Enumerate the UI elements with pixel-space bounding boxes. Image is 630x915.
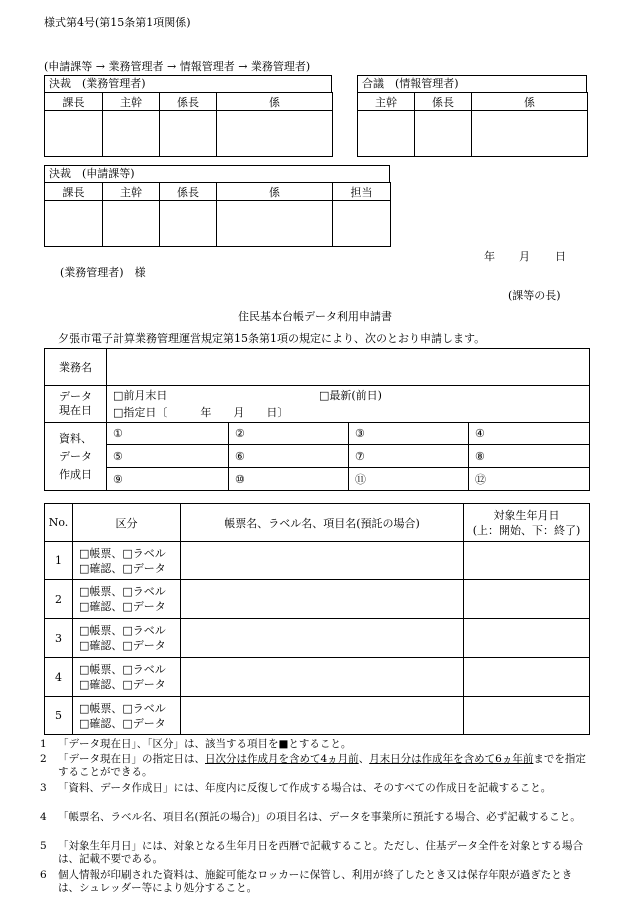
- consult-caption: 合議 (情報管理者): [357, 75, 587, 92]
- note-number: 2: [40, 753, 47, 765]
- data-date-label-2: 現在日: [59, 404, 92, 417]
- note-text: 個人情報が印刷された資料は、施錠可能なロッカーに保管し、利用が終了したとき又は保存年限が過ぎたときは、シュレッダー等により処分すること。: [58, 869, 573, 894]
- seal-box[interactable]: [333, 201, 391, 247]
- approval1-header: 係長: [160, 93, 217, 111]
- note-number: 4: [40, 811, 47, 823]
- data-date-label: [45, 386, 107, 423]
- seal-box[interactable]: [103, 201, 160, 247]
- form-number: 様式第4号(第15条第1項関係): [44, 16, 191, 29]
- created-date-label: [45, 423, 107, 491]
- approval1-header: 課長: [45, 93, 103, 111]
- seal-box[interactable]: [45, 201, 103, 247]
- note-number: 5: [40, 840, 47, 852]
- row-items-field[interactable]: [181, 697, 464, 735]
- created-date-cell[interactable]: ④: [469, 423, 590, 445]
- created-label-1: 資料、: [59, 431, 92, 445]
- seal-box[interactable]: [45, 111, 103, 157]
- row-type: [73, 658, 181, 697]
- row-birth-field[interactable]: [464, 619, 590, 658]
- note-4: [40, 811, 590, 824]
- note-number: 1: [40, 738, 47, 750]
- addressee: (業務管理者) 様: [60, 266, 146, 279]
- created-date-cell[interactable]: ⑩: [229, 468, 349, 491]
- type-line-1[interactable]: □帳票、□ラベル: [79, 701, 166, 715]
- intro-text: 夕張市電子計算業務管理運営規定第15条第1項の規定により、次のとおり申請します。: [58, 332, 486, 345]
- note-2a: 「データ現在日」の指定日は、: [58, 753, 205, 765]
- date-year: 年: [484, 250, 495, 263]
- header-items: 帳票名、ラベル名、項目名(預託の場合): [181, 504, 464, 542]
- seal-box[interactable]: [217, 201, 333, 247]
- created-label-2: データ: [59, 449, 92, 463]
- note-number: 3: [40, 782, 47, 794]
- note-text: 「帳票名、ラベル名、項目名(預託の場合)」の項目名は、データを事業所に預託する場合、必ず記載すること。: [58, 811, 581, 823]
- type-line-1[interactable]: □帳票、□ラベル: [79, 585, 166, 598]
- seal-box[interactable]: [358, 111, 415, 157]
- approval1-header: 主幹: [103, 93, 160, 111]
- note-2e: までを指定することができる。: [58, 753, 586, 778]
- approval2-caption: 決裁 (申請課等): [44, 165, 390, 182]
- note-2b: 日次分は作成月を含めて4ヵ月前: [205, 753, 359, 765]
- consult-table: [357, 92, 588, 157]
- row-birth-field[interactable]: [464, 580, 590, 619]
- opt-month-end[interactable]: □前月末日: [113, 389, 168, 402]
- seal-box[interactable]: [472, 111, 588, 157]
- header-no: No.: [45, 504, 73, 542]
- data-date-label-1: データ: [59, 390, 92, 403]
- row-type: [73, 580, 181, 619]
- approval-flow: (申請課等 → 業務管理者 → 情報管理者 → 業務管理者): [44, 60, 311, 73]
- row-type: [73, 697, 181, 735]
- header-birth-2: (上：開始、下：終了): [472, 523, 581, 537]
- approval1-header: 係: [217, 93, 333, 111]
- created-date-cell[interactable]: ⑪: [349, 468, 469, 491]
- created-date-cell[interactable]: ①: [107, 423, 229, 445]
- note-2: [40, 753, 590, 779]
- note-3: [40, 782, 590, 795]
- document-title: 住民基本台帳データ利用申請書: [238, 310, 392, 323]
- consult-header: 係: [472, 93, 588, 111]
- approval2-header: 主幹: [103, 183, 160, 201]
- type-line-2[interactable]: □確認、□データ: [79, 678, 166, 691]
- created-date-cell[interactable]: ⑦: [349, 445, 469, 468]
- row-items-field[interactable]: [181, 619, 464, 658]
- note-6: [40, 869, 590, 895]
- note-1: [40, 738, 590, 751]
- row-items-field[interactable]: [181, 542, 464, 580]
- row-birth-field[interactable]: [464, 697, 590, 735]
- header-birth: [464, 504, 590, 542]
- approval2-header: 係長: [160, 183, 217, 201]
- seal-box[interactable]: [160, 201, 217, 247]
- row-no: 1: [45, 542, 73, 580]
- approval1-caption: 決裁 (業務管理者): [44, 75, 332, 92]
- note-2c: 、: [358, 753, 370, 765]
- row-items-field[interactable]: [181, 580, 464, 619]
- type-line-2[interactable]: □確認、□データ: [79, 600, 166, 613]
- row-no: 3: [45, 619, 73, 658]
- data-date-options: [107, 386, 590, 423]
- date-day: 日: [555, 250, 566, 263]
- created-date-cell[interactable]: ⑨: [107, 468, 229, 491]
- type-line-2[interactable]: □確認、□データ: [79, 561, 166, 575]
- created-date-cell[interactable]: ⑤: [107, 445, 229, 468]
- business-label: 業務名: [45, 349, 107, 386]
- date-month: 月: [519, 250, 530, 263]
- info-table: [44, 348, 590, 491]
- approval2-header: 課長: [45, 183, 103, 201]
- row-items-field[interactable]: [181, 658, 464, 697]
- header-birth-1: 対象生年月日: [493, 508, 560, 522]
- business-name-field[interactable]: [107, 349, 590, 386]
- approval2-table: [44, 182, 391, 247]
- note-text: 「データ現在日」、「区分」は、該当する項目を■とすること。: [58, 738, 352, 750]
- seal-box[interactable]: [415, 111, 472, 157]
- row-no: 5: [45, 697, 73, 735]
- approval1-table: [44, 92, 333, 157]
- row-type: [73, 619, 181, 658]
- applicant: (課等の長): [508, 289, 561, 302]
- row-birth-field[interactable]: [464, 542, 590, 580]
- consult-header: 主幹: [358, 93, 415, 111]
- type-line-1[interactable]: □帳票、□ラベル: [79, 663, 166, 676]
- seal-box[interactable]: [160, 111, 217, 157]
- seal-box[interactable]: [103, 111, 160, 157]
- created-date-cell[interactable]: ⑧: [469, 445, 590, 468]
- created-label-3: 作成日: [59, 467, 92, 481]
- row-birth-field[interactable]: [464, 658, 590, 697]
- row-no: 4: [45, 658, 73, 697]
- note-5: [40, 840, 590, 866]
- note-2d: 月末日分は作成年を含めて6ヵ年前: [369, 753, 534, 765]
- row-no: 2: [45, 580, 73, 619]
- approval2-header: 係: [217, 183, 333, 201]
- header-type: 区分: [73, 504, 181, 542]
- note-text: 「対象生年月日」には、対象となる生年月日を西暦で記載すること。ただし、住基データ全件を対象とする場合は、記載不要である。: [58, 840, 583, 865]
- created-date-cell[interactable]: ②: [229, 423, 349, 445]
- opt-specified[interactable]: □指定日〔 年 月 日〕: [113, 406, 289, 419]
- note-text: 「資料、データ作成日」には、年度内に反復して作成する場合は、そのすべての作成日を記載すること。: [58, 782, 552, 794]
- items-table: [44, 503, 590, 735]
- consult-header: 係長: [415, 93, 472, 111]
- created-date-cell[interactable]: ③: [349, 423, 469, 445]
- row-type: [73, 542, 181, 580]
- created-date-cell[interactable]: ⑫: [469, 468, 590, 491]
- type-line-1[interactable]: □帳票、□ラベル: [79, 546, 166, 560]
- type-line-2[interactable]: □確認、□データ: [79, 716, 166, 730]
- seal-box[interactable]: [217, 111, 333, 157]
- opt-latest[interactable]: □最新(前日): [319, 389, 382, 402]
- note-number: 6: [40, 869, 47, 881]
- note-text: [40, 753, 590, 779]
- type-line-2[interactable]: □確認、□データ: [79, 639, 166, 652]
- approval2-header: 担当: [333, 183, 391, 201]
- created-date-cell[interactable]: ⑥: [229, 445, 349, 468]
- type-line-1[interactable]: □帳票、□ラベル: [79, 624, 166, 637]
